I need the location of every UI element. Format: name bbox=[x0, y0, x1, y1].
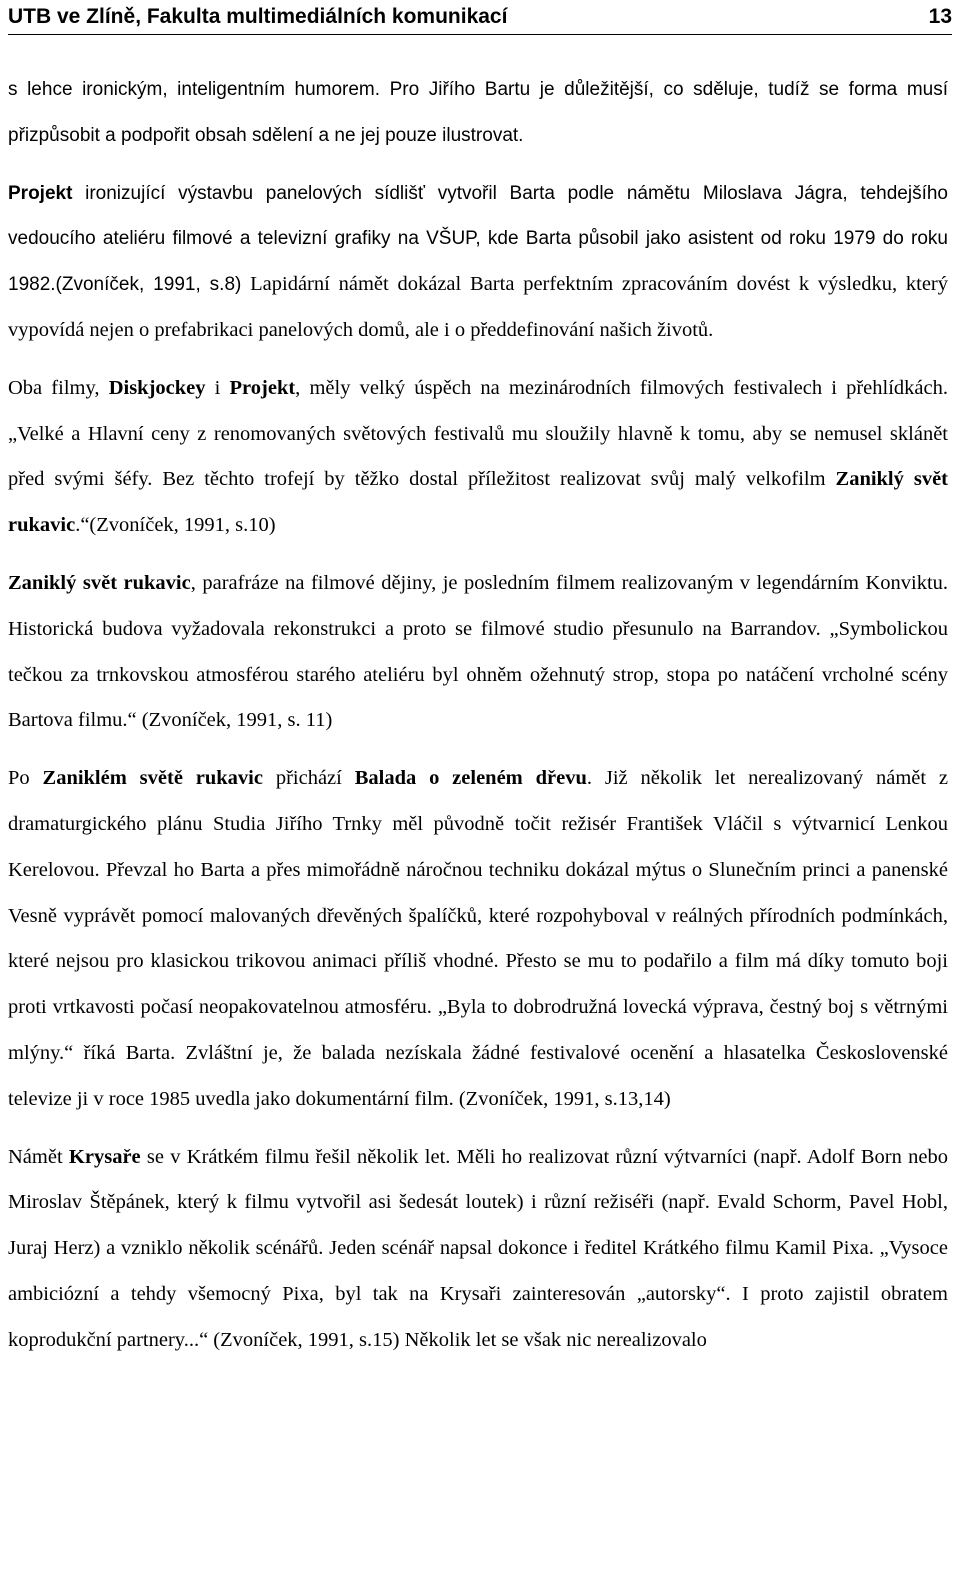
bold-krysare: Krysaře bbox=[68, 1145, 141, 1168]
bold-projekt: Projekt bbox=[8, 182, 73, 204]
paragraph-2: Projekt ironizující výstavbu panelových sídlišť vytvořil Barta podle námětu Miloslava Jágra, tehdejšího vedoucího ateliéru filmové a televizní grafiky na VŠUP, kde Barta působil jako asistent od roku 1979 do roku 1982.(Zvoníček, 1991, s.8) Lapidární námět dokázal Barta perfektním zpracováním dovést k výsledku, který vypovídá nejen o prefabrikaci panelových domů, ale i o předdefinování našich životů. bbox=[8, 182, 948, 341]
bold-zanikly-svet-2: Zaniklý svět rukavic bbox=[8, 571, 191, 594]
paragraph-1-text: s lehce ironickým, inteligentním humorem. Pro Jiřího Bartu je důležitější, co sděluje, tudíž se forma musí přizpůsobit a podpořit obsah sdělení a ne jej pouze ilustrovat. bbox=[8, 79, 948, 146]
paragraph-4: Zaniklý svět rukavic, parafráze na filmové dějiny, je posledním filmem realizovaným v legendárním Konviktu. Historická budova vyžadovala rekonstrukci a proto se filmové studio přesunulo na Barrandov. „Symbolickou tečkou za trnkovskou atmosférou starého ateliéru byl ohněm ožehnutý strop, stopa po natáčení vrcholné scény Bartova filmu.“ (Zvoníček, 1991, s. 11) bbox=[8, 571, 949, 732]
paragraph-6: Námět Krysaře se v Krátkém filmu řešil několik let. Měli ho realizovat různí výtvarníci (např. Adolf Born nebo Miroslav Štěpánek, který k filmu vytvořil asi šedesát loutek) i různí režiséři (např. Evald Schorm, Pavel Hobl, Juraj Herz) a vzniklo několik scénářů. Jeden scénář napsal dokonce i ředitel Krátkého filmu Kamil Pixa. „Vysoce ambiciózní a tehdy všemocný Pixa, byl tak na Krysaři zainteresován „autorsky“. I proto zajistil obratem koprodukční partnery...“ (Zvoníček, 1991, s.15) Několik let se však nic nerealizovalo bbox=[8, 1145, 948, 1351]
page-number: 13 bbox=[928, 5, 952, 28]
bold-zaniklem-svete: Zaniklém světě rukavic bbox=[42, 767, 263, 790]
paragraph-5: Po Zaniklém světě rukavic přichází Balada o zeleném dřevu. Již několik let nerealizovaný námět z dramaturgického plánu Studia Jiřího Trnky měl původně točit režisér František Vláčil s výtvarnicí Lenkou Kerelovou. Převzal ho Barta a přes mimořádně náročnou techniku dokázal mýtus o Slunečním princi a panenské Vesně vyprávět pomocí malovaných dřevěných špalíčků, které rozpohyboval v reálných přírodních podmínkách, které nejsou pro klasickou trikovou animaci příliš vhodné. Přesto se mu to podařilo a film má díky tomuto boji proti vrtkavosti počasí neopakovatelnou atmosféru. „Byla to dobrodružná lovecká výprava, čestný boj s větrnými mlýny.“ říká Barta. Zvláštní je, že balada nezískala žádné festivalové ocenění a hlasatelka Československé televize ji v roce 1985 uvedla jako dokumentární film. (Zvoníček, 1991, s.13,14) bbox=[8, 767, 949, 1110]
body-text bbox=[8, 67, 948, 1364]
page-header bbox=[8, 0, 952, 35]
bold-balada: Balada o zeleném dřevu bbox=[354, 767, 587, 790]
bold-zanikly-svet: Zaniklý svět rukavic bbox=[8, 468, 948, 537]
bold-diskjockey: Diskjockey bbox=[108, 376, 206, 399]
header-title: UTB ve Zlíně, Fakulta multimediálních komunikací bbox=[8, 5, 508, 28]
paragraph-3: Oba filmy, Diskjockey i Projekt, měly velký úspěch na mezinárodních filmových festivalech i přehlídkách. „Velké a Hlavní ceny z renomovaných světových festivalů mu sloužily hlavně k tomu, aby se nemusel sklánět před svými šéfy. Bez těchto trofejí by těžko dostal příležitost realizovat svůj malý velkofilm Zaniklý svět rukavic.“(Zvoníček, 1991, s.10) bbox=[8, 376, 948, 537]
bold-projekt-2: Projekt bbox=[229, 376, 296, 399]
paragraph-1 bbox=[8, 67, 948, 159]
